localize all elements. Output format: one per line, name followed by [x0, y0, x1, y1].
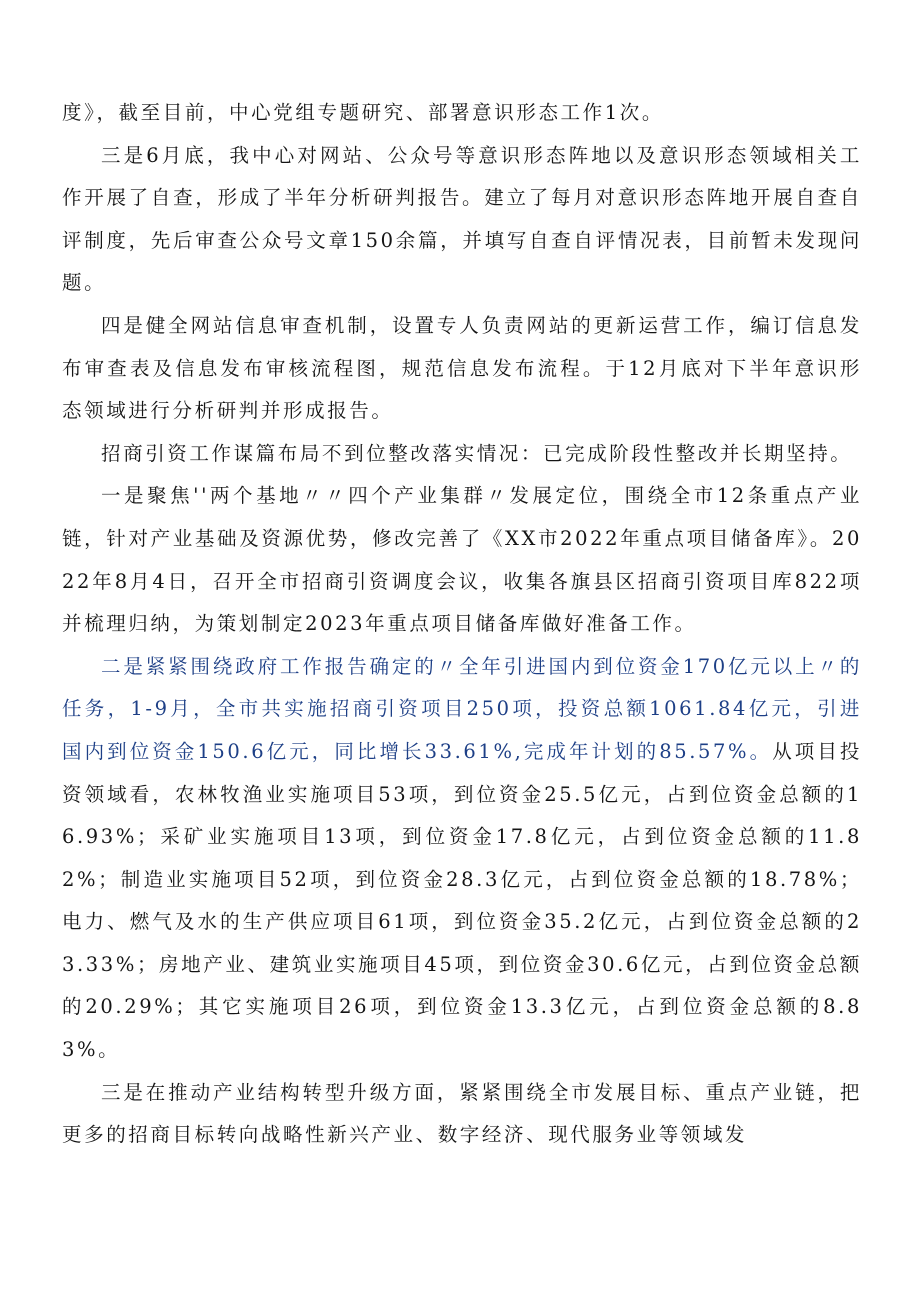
highlighted-text: 二是紧紧围绕政府工作报告确定的〃全年引进国内到位资金170亿元以上〃的任务，1-9月，全市共实施招商引资项目250项，投资总额1061.84亿元，引进国内到位资金150.6亿元，同比增长33.61%,完成年计划的85.57%。 [62, 654, 862, 763]
paragraph-industry-bases: 一是聚焦''两个基地〃〃四个产业集群〃发展定位，围绕全市12条重点产业链，针对产业基础及资源优势，修改完善了《XX市2022年重点项目储备库》。2022年8月4日，召开全市招商引资调度会议，收集各旗县区招商引资项目库822项并梳理归纳，为策划制定2023年重点项目储备库做好准备工作。 [62, 484, 862, 636]
paragraph-website-review: 四是健全网站信息审查机制，设置专人负责网站的更新运营工作，编订信息发布审查表及信息发布审核流程图，规范信息发布流程。于12月底对下半年意识形态领域进行分析研判并形成报告。 [62, 313, 862, 423]
document-body [62, 92, 862, 1157]
paragraph-investment-task [62, 646, 862, 1072]
paragraph-investment-rectification: 招商引资工作谋篇布局不到位整改落实情况：已完成阶段性整改并长期坚持。 [101, 441, 853, 465]
paragraph-self-inspection: 三是6月底，我中心对网站、公众号等意识形态阵地以及意识形态领域相关工作开展了自查，形成了半年分析研判报告。建立了每月对意识形态阵地开展自查自评制度，先后审查公众号文章150余篇，并填写自查自评情况表，目前暂未发现问题。 [62, 143, 862, 295]
paragraph-industrial-upgrade: 三是在推动产业结构转型升级方面，紧紧围绕全市发展目标、重点产业链，把更多的招商目标转向战略性新兴产业、数字经济、现代服务业等领域发 [62, 1080, 862, 1147]
paragraph-investment-breakdown: 从项目投资领域看，农林牧渔业实施项目53项，到位资金25.5亿元，占到位资金总额的16.93%；采矿业实施项目13项，到位资金17.8亿元，占到位资金总额的11.82%；制造业实施项目52项，到位资金28.3亿元，占到位资金总额的18.78%；电力、燃气及水的生产供应项目61项，到位资金35.2亿元，占到位资金总额的23.33%；房地产业、建筑业实施项目45项，到位资金30.6亿元，占到位资金总额的20.29%；其它实施项目26项，到位资金13.3亿元，占到位资金总额的8.83%。 [62, 739, 862, 1062]
paragraph-continuation: 度》，截至目前，中心党组专题研究、部署意识形态工作1次。 [62, 101, 664, 124]
